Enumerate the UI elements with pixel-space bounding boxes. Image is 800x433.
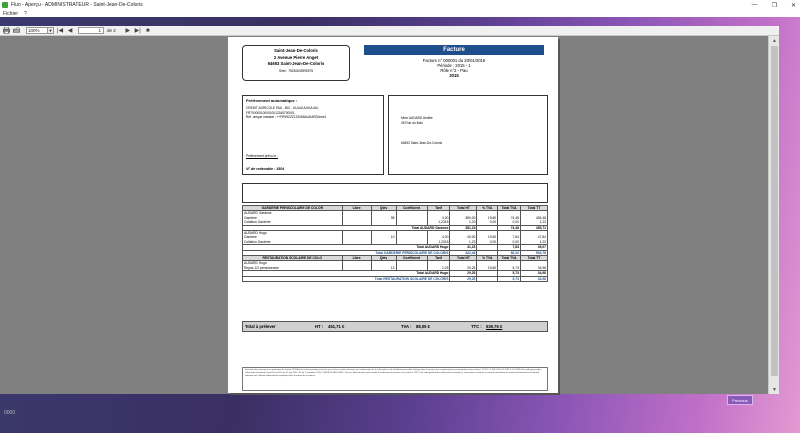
subtotal-label: Total AUDARD Hugo — [243, 245, 450, 250]
print-icon[interactable] — [2, 27, 10, 35]
grand-total-label: Total à prélever — [245, 324, 276, 329]
sender-name: Saint-Jean-De-Coloris — [274, 48, 318, 53]
payment-bank: CREDIT AGRICOLE PAU - BIC : UUUUUUUUUUU — [246, 106, 319, 110]
legal-notice: Extrait du titre exécutoire en application de l'article L252A du livre des procédures fiscales pris, émis et rendu exécutoire par l'ordonnateur de la collectivité ou de l'établissement public désigné dans le présent avis conformément aux dispositions des articles L 1617-5, D 1617-23 et R 2342-4 à R 2342-6 du code général des collectivités territoriales (voir Décret 96-9 du 12 juin 2015, JO du 7 novembre 2015). VOIES DE RECOURS : Dans le délai de deux mois suivant la notification du présent acte (article L 1617-5 du code général des collectivités territoriales), vous pouvez contester la somme mentionnée en saisissant directement le tribunal judiciaire ou le tribunal administratif compétent selon la nature de la créance. — [242, 367, 548, 391]
child-name: AUDARD Garance — [243, 211, 343, 216]
line-total-ht: 1,23 — [450, 240, 477, 245]
sender-street: 2 Avenue Pierre Anget — [273, 54, 319, 60]
invoice-period: Période : 2015 - 1 — [437, 63, 471, 68]
column-header: Total TT — [520, 256, 547, 261]
grand-total-tva: 88,05 € — [416, 324, 430, 329]
recipient-address — [388, 95, 548, 175]
line-tarif: 1,2315 — [427, 220, 450, 225]
page-number-input[interactable]: 1 — [78, 27, 104, 34]
line-label: Repas 1/2 pensionnaire — [243, 266, 343, 271]
menu-bar — [0, 10, 800, 17]
line-tva-pct: 0,00 — [477, 220, 498, 225]
blank-box — [242, 183, 548, 203]
line-tva-pct: 19,60 — [477, 235, 498, 239]
section-total-tva: 82,32 — [498, 250, 521, 255]
section-total-row — [243, 276, 548, 281]
line-tva-pct: 0,00 — [477, 240, 498, 245]
column-header: Libre — [342, 206, 371, 211]
line-total-tt: 454,48 — [520, 216, 547, 220]
section-name: RESTAURATION SCOLAIRE DE COLO — [243, 256, 343, 261]
section-total-ht: 422,46 — [450, 250, 477, 255]
column-header: Tarif — [427, 206, 450, 211]
previous-page-icon[interactable]: ◀ — [67, 28, 73, 34]
column-header: % TVA — [477, 206, 498, 211]
line-total-ht: 29,25 — [450, 266, 477, 271]
column-header: Total HT — [450, 206, 477, 211]
column-header: % TVA — [477, 256, 498, 261]
line-total-tt: 47,84 — [520, 235, 547, 239]
line-label: Garderie — [243, 235, 343, 239]
scroll-up-icon[interactable]: ▲ — [772, 37, 777, 44]
line-total-tt: 1,23 — [520, 220, 547, 225]
grand-total-bar — [242, 321, 548, 332]
next-page-icon[interactable]: ▶ — [125, 28, 131, 34]
payment-heading: Prélèvement automatique : — [246, 98, 298, 103]
child-name: AUDARD Hugo — [243, 231, 343, 236]
column-header: Coefficient — [396, 206, 427, 211]
invoice-number: Facture n° 000001 du 20/01/2015 — [422, 58, 486, 63]
column-header: Coefficient — [396, 256, 427, 261]
line-total-ht: 380,00 — [450, 216, 477, 220]
recipient-city: 64653 Saint-Jean-De-Coloris — [401, 141, 443, 145]
invoice-table — [242, 205, 548, 282]
close-preview-icon[interactable]: ■ — [145, 27, 150, 34]
sender-address — [242, 45, 350, 81]
subtotal-ht: 41,23 — [450, 245, 477, 250]
grand-total-tva-label: TVA : — [401, 324, 412, 329]
zoom-select[interactable]: 100% — [26, 27, 48, 34]
close-button[interactable]: ✕ — [790, 2, 796, 9]
vertical-scrollbar[interactable] — [768, 36, 779, 394]
grand-total-ht: 451,71 € — [328, 324, 345, 329]
empty-cell — [477, 276, 498, 281]
line-label: Collation Garderie — [243, 220, 343, 225]
subtotal-ht: 381,23 — [450, 225, 477, 230]
payment-mandate: Réf. unique mandat : ++FR99ZZZ123456AUDARDAme1 — [246, 115, 327, 119]
line-total-tva: 7,84 — [498, 235, 521, 239]
first-page-icon[interactable]: |◀ — [56, 28, 64, 34]
invoice-role: Rôle n°2 - Pau — [440, 68, 468, 73]
invoice-title: Facture — [364, 45, 544, 55]
column-header: Total HT — [450, 256, 477, 261]
page-count-label: de 2 — [107, 28, 116, 33]
window-title: Fluo - Aperçu - ADMINISTRATEUR - Saint-Jean-De-Coloris — [11, 2, 143, 8]
column-header: Total TT — [520, 206, 547, 211]
subtotal-tt: 455,71 — [520, 225, 547, 230]
subtotal-tva: 7,84 — [498, 245, 521, 250]
scrollbar-thumb[interactable] — [771, 46, 778, 376]
column-header: Libre — [342, 256, 371, 261]
sender-siret: Siret : 75230603995975 — [278, 68, 314, 73]
subtotal-tt: 34,98 — [520, 271, 547, 276]
maximize-button[interactable]: ❐ — [771, 2, 777, 9]
line-total-tva: 0,00 — [498, 220, 521, 225]
line-label: Garderie — [243, 216, 343, 220]
subtotal-tt: 49,07 — [520, 245, 547, 250]
subtotal-tva: 74,48 — [498, 225, 521, 230]
line-total-tva: 5,73 — [498, 266, 521, 271]
recipient-street: 45 Rue du Bois — [401, 120, 423, 125]
column-header: Total TVA — [498, 206, 521, 211]
chevron-down-icon[interactable]: ▼ — [48, 28, 53, 33]
line-tarif: 2,25 — [427, 266, 450, 271]
line-total-tva: 74,48 — [498, 216, 521, 220]
minimize-button[interactable]: — — [751, 2, 758, 8]
sender-city: 64653 Saint-Jean-De-Coloris — [267, 61, 325, 66]
section-total-tt: 504,78 — [520, 250, 547, 255]
subtotal-ht: 29,25 — [450, 271, 477, 276]
line-tva-pct: 19,60 — [477, 266, 498, 271]
payment-box — [242, 95, 384, 175]
recipient-name: Mme AUDARD Amélie — [401, 116, 433, 120]
line-tarif: 4,00 — [427, 235, 450, 239]
column-header: Tarif — [427, 256, 450, 261]
section-total-label: Total GARDERIE PERISCOLAIRE DE COLORIS — [243, 250, 450, 255]
section-name: GARDERIE PERISCOLAIRE DE COLOR — [243, 206, 343, 211]
line-tarif: 1,2315 — [427, 240, 450, 245]
menu-fichier[interactable]: Fichier — [3, 10, 19, 17]
line-total-ht: 1,23 — [450, 220, 477, 225]
line-qty: 10 — [371, 235, 396, 239]
section-total-tva: 5,73 — [498, 276, 521, 281]
payment-iban: FR7000001000010012345700001 — [246, 110, 295, 115]
column-header: Qtés — [371, 256, 396, 261]
subtotal-label: Total AUDARD Garance — [243, 225, 450, 230]
child-name: AUDARD Hugo — [243, 261, 343, 266]
line-total-tt: 1,23 — [520, 240, 547, 245]
status-text: 0000 — [4, 410, 16, 416]
subtotal-label: Total AUDARD Hugo — [243, 271, 450, 276]
line-total-ht: 40,00 — [450, 235, 477, 239]
line-total-tva: 0,00 — [498, 240, 521, 245]
line-label: Collation Garderie — [243, 240, 343, 245]
payment-date-note: Prélèvement prévu le : — [246, 154, 278, 158]
invoice-info — [364, 58, 544, 78]
grand-total-ttc-label: TTC : — [471, 324, 482, 329]
printer-setup-icon[interactable] — [12, 27, 20, 35]
line-tarif: 4,00 — [427, 216, 450, 220]
invoice-year: 2015 — [449, 73, 459, 78]
scroll-down-icon[interactable]: ▼ — [772, 386, 777, 393]
line-tva-pct: 19,60 — [477, 216, 498, 220]
redevable-number: N° de redevable : 1504 — [246, 167, 285, 171]
window-controls — [752, 0, 796, 10]
column-header: Total TVA — [498, 256, 521, 261]
last-page-icon[interactable]: ▶| — [134, 28, 141, 34]
grand-total-ttc: 539,76 € — [486, 324, 503, 329]
invoice-page — [228, 37, 558, 393]
section-total-ht: 29,25 — [450, 276, 477, 281]
column-header: Qtés — [371, 206, 396, 211]
line-total-tt: 34,98 — [520, 266, 547, 271]
line-qty: 95 — [371, 216, 396, 220]
section-total-tt: 34,98 — [520, 276, 547, 281]
menu-help[interactable]: ? — [24, 10, 27, 17]
grand-total-ht-label: HT : — [315, 324, 324, 329]
preview-toolbar — [0, 26, 779, 36]
app-logo-icon — [2, 2, 8, 8]
title-bar — [0, 0, 800, 10]
previous-button[interactable]: Previous — [727, 395, 753, 405]
section-total-label: Total RESTAURATION SCOLAIRE DE COLORIS — [243, 276, 450, 281]
line-qty: 13 — [371, 266, 396, 271]
subtotal-tva: 5,73 — [498, 271, 521, 276]
